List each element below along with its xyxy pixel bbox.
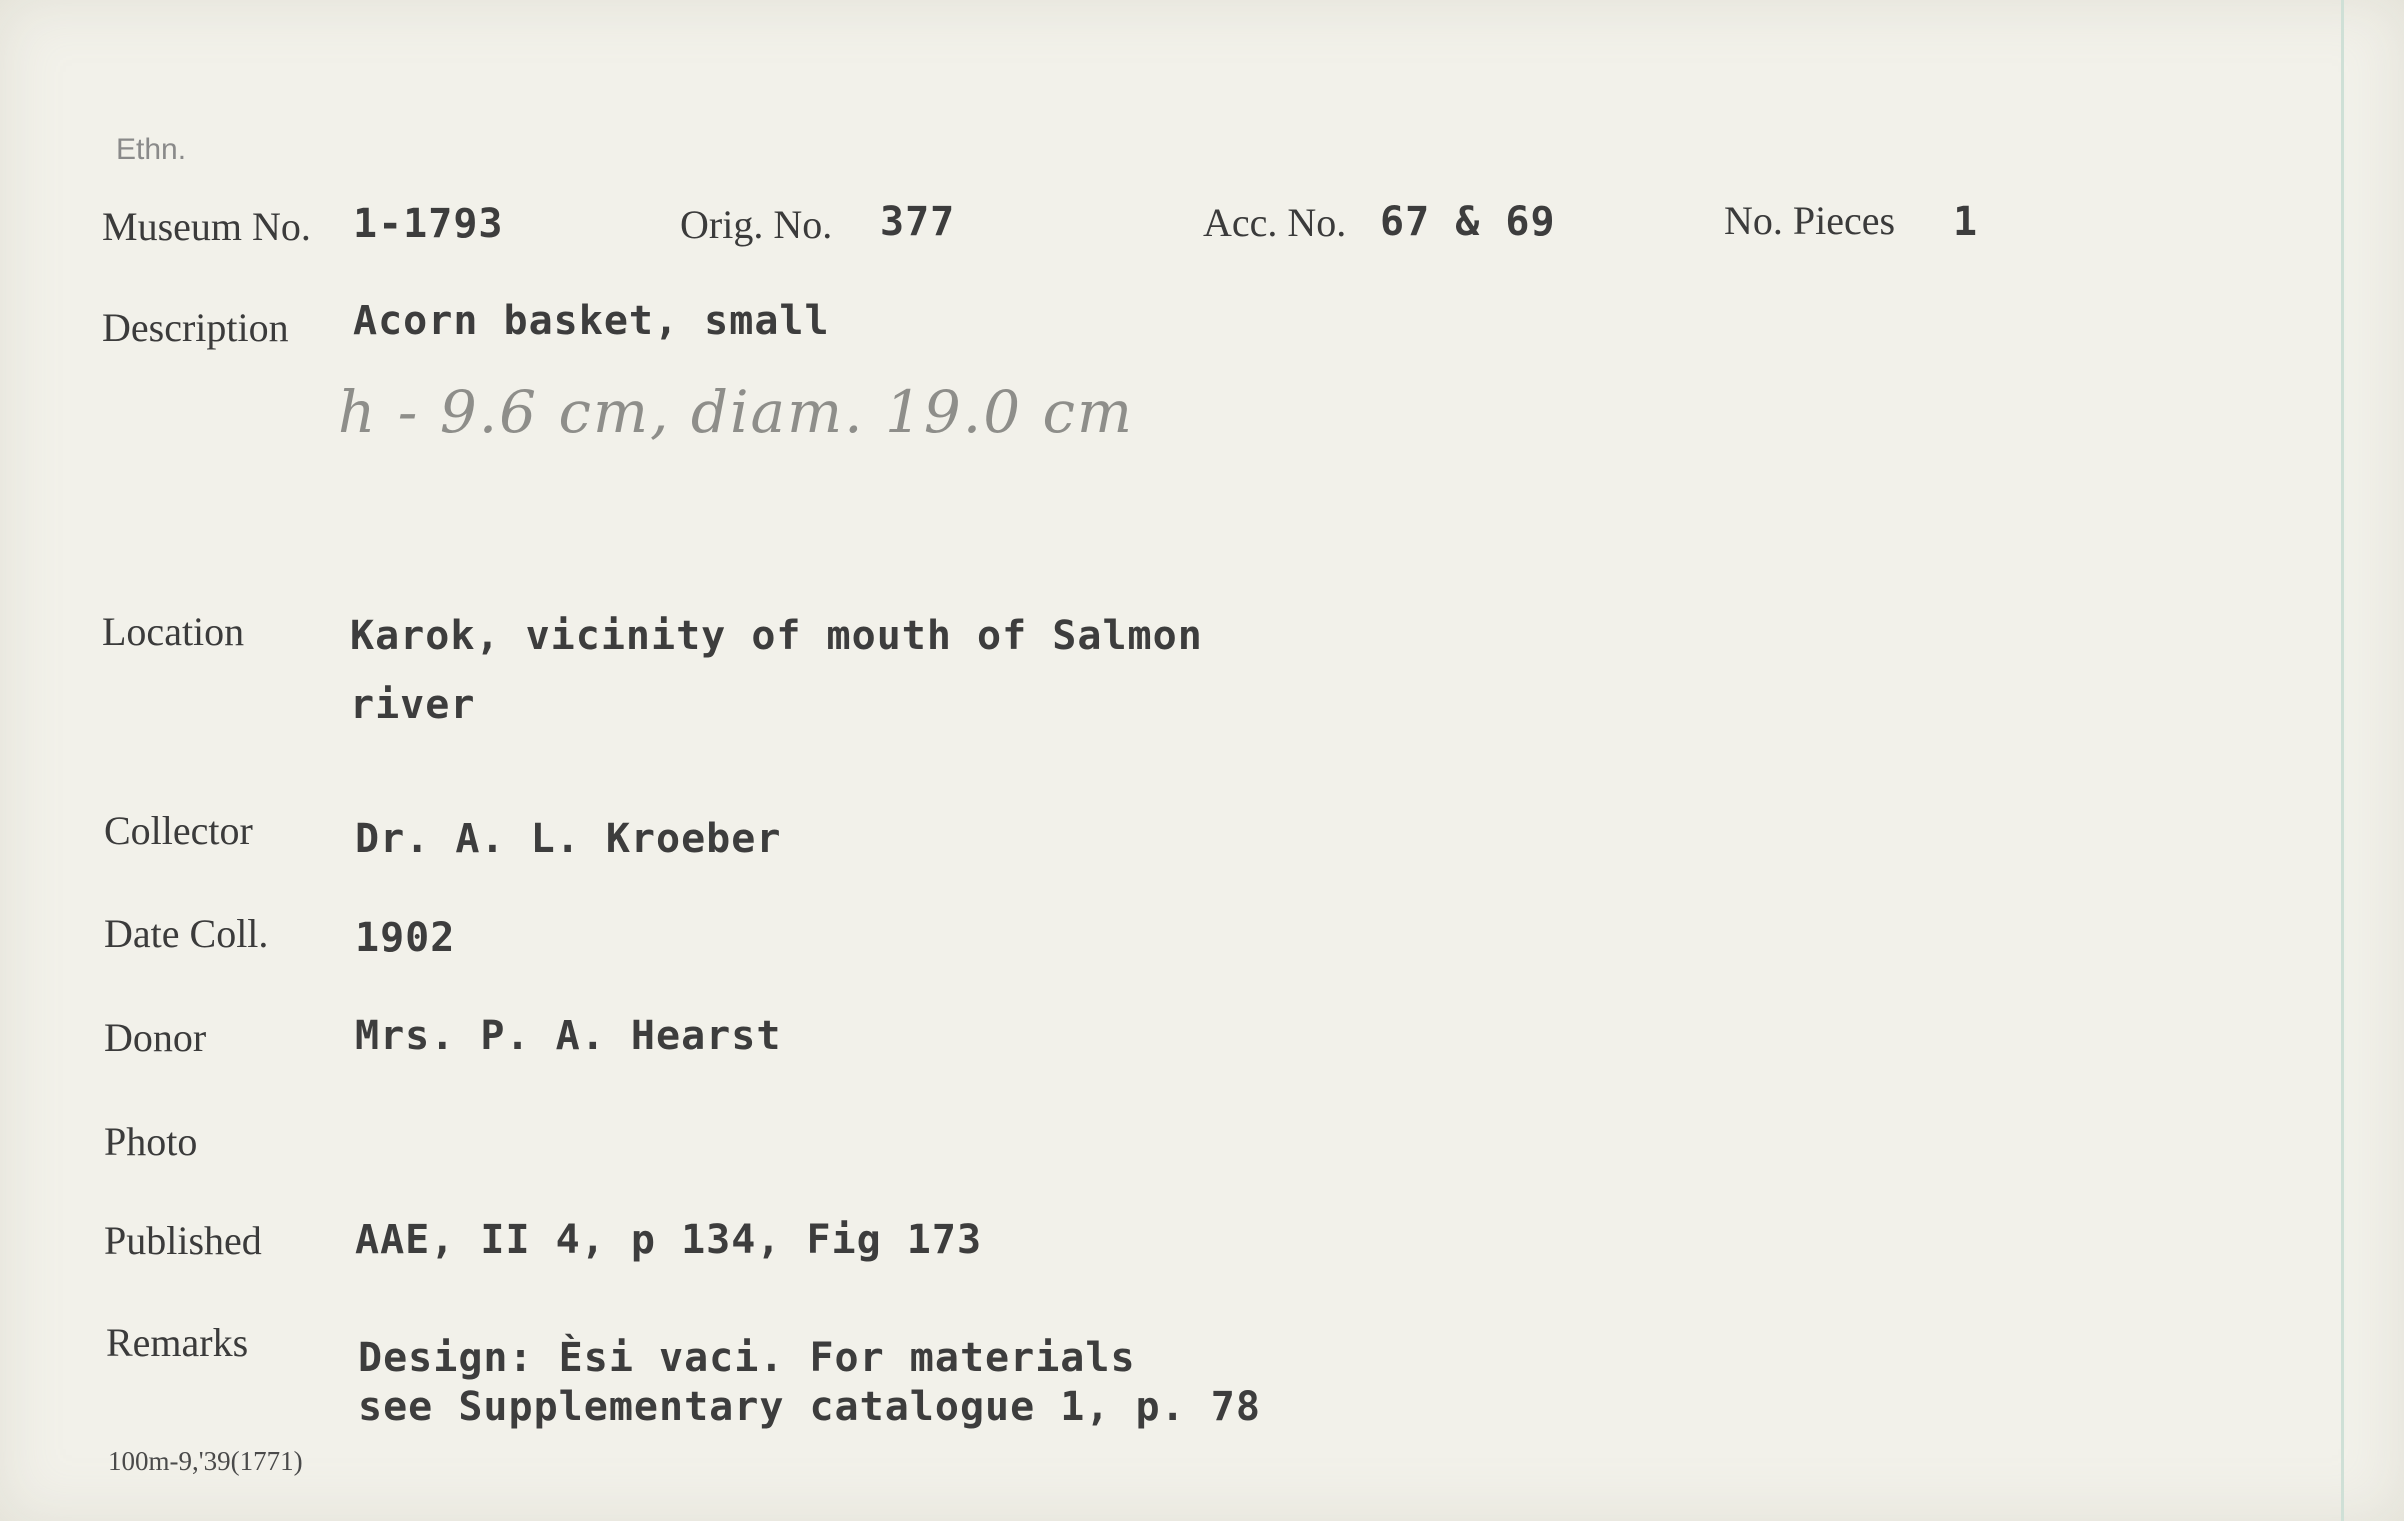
ethn-stamp: Ethn.	[116, 133, 187, 166]
museum-no-value: 1-1793	[353, 201, 504, 247]
description-label: Description	[102, 305, 289, 350]
published-label: Published	[104, 1218, 262, 1263]
handwritten-dimensions: h - 9.6 cm, diam. 19.0 cm	[338, 378, 1135, 446]
location-line-2: river	[350, 682, 476, 728]
remarks-line-1: Design: Ѐsi vaci. For materials	[358, 1335, 1136, 1381]
museum-no-label: Museum No.	[102, 204, 311, 249]
date-coll-label: Date Coll.	[104, 911, 269, 956]
collector-label: Collector	[104, 808, 253, 853]
location-line-1: Karok, vicinity of mouth of Salmon	[350, 613, 1203, 659]
description-value: Acorn basket, small	[353, 298, 830, 344]
acc-no-label: Acc. No.	[1203, 200, 1347, 245]
donor-value: Mrs. P. A. Hearst	[355, 1013, 782, 1059]
collector-value: Dr. A. L. Kroeber	[355, 816, 782, 862]
remarks-label: Remarks	[106, 1320, 249, 1365]
no-pieces-value: 1	[1953, 199, 1979, 245]
published-value: AAE, II 4, p 134, Fig 173	[355, 1217, 983, 1263]
card-edge	[2341, 0, 2344, 1521]
remarks-line-2: see Supplementary catalogue 1, p. 78	[358, 1384, 1261, 1430]
date-coll-value: 1902	[355, 915, 456, 961]
orig-no-value: 377	[880, 199, 956, 245]
no-pieces-label: No. Pieces	[1724, 198, 1896, 243]
print-code: 100m-9,'39(1771)	[108, 1446, 303, 1476]
orig-no-label: Orig. No.	[680, 202, 833, 247]
photo-label: Photo	[104, 1119, 198, 1164]
acc-no-value: 67 & 69	[1380, 199, 1556, 245]
location-label: Location	[102, 609, 245, 654]
donor-label: Donor	[104, 1015, 207, 1060]
